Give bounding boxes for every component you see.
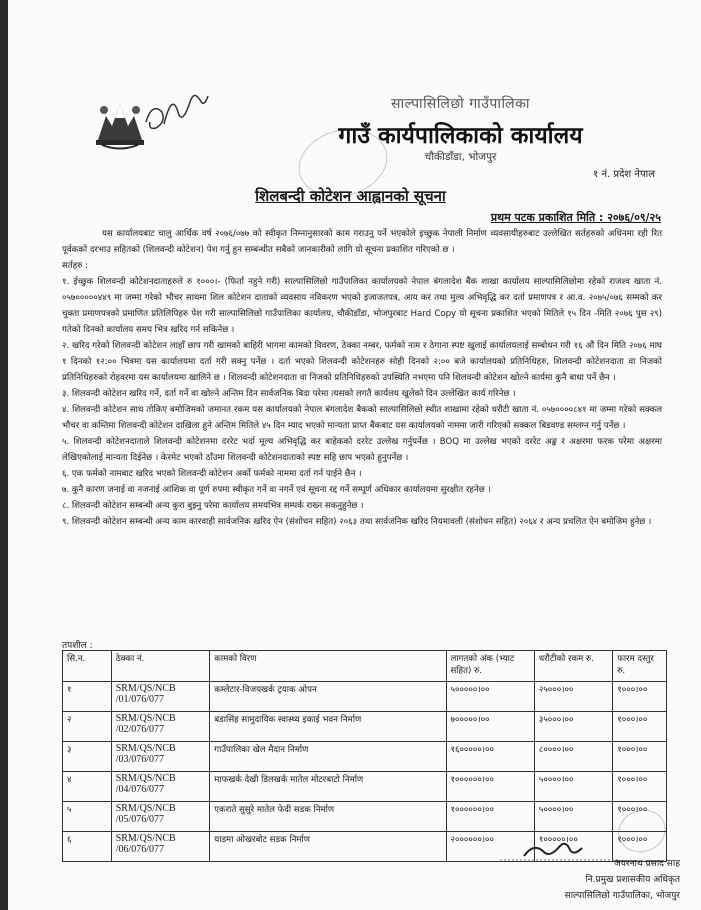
cell-contract: SRM/QS/NCB /04/076/077 [111,772,210,802]
cell-contract: SRM/QS/NCB /01/076/077 [111,682,210,712]
col-header-sn: सि.न. [63,651,112,682]
signatory-office: साल्पासिलिछो गाउँपालिका, भोजपुर [564,891,680,901]
col-header-cost: लागतको अंक (भ्याट सहित) रु. [446,651,534,682]
cell-sn: ४ [63,772,112,802]
cell-contract: SRM/QS/NCB /03/076/077 [111,742,210,772]
condition-item: ४. शिलवन्दी कोटेशन साथ तोकिए बमोजिमको जमानत रकम यस कार्यालयको नेपाल बंगलादेश बैकको साल्पासिलिछो स्थीत शाखामा रहेको धरौटी खाता नं. ०५७००००८४१ मा जम्मा गरेको सक्कल भौचर वा कम्तिमा शिलवन्दी कोटेशन दाखिला हुने अन्तिम मितिले ४५ दिन म्याद भएको मान्यता प्राप्त बैंकबाट यस कार्यालयको नाममा जारी गरिएको सक्कल बिडवण्ड सम्लग्न गर्नु पर्नेछ । [62,405,663,431]
table-row [63,742,667,772]
contracts-table [62,650,667,862]
intro-paragraph: यस कार्यालयबाट चालु आर्थिक वर्ष २०७६/०७७ को स्वीकृत निम्नानुसारको काम गराउनु पर्ने भएकोले इच्छुक नेपाली निर्माण व्यवसायीहरुबाट उल्लेखित सर्तहरुको अधिनमा रही रित पूर्वकको दरभाउ सहितको (शिलवन्दी कोटेशन) पेश गर्नु हुन सम्बन्धीत सबैको जानकारीको लागि यो सूचना प्रकाशित गरिएको छ । [62,229,662,255]
notice-body [62,226,662,530]
details-label: तपशील : [62,641,93,651]
notice-title: शिलबन्दी कोटेशन आह्वानको सूचना [255,187,446,205]
cell-cost: ७०००००।०० [446,712,534,742]
first-published-date: प्रथम पटक प्रकाशित मिति : २०७६/०९/२५ [490,211,661,224]
cell-cost: १००००००।०० [446,772,534,802]
org-main-title: गाउँ कार्यपालिकाको कार्यालय [338,123,583,149]
cell-work: याडमा ओखरबोट सडक निर्माण [210,832,446,862]
cell-deposit: ३५०००।०० [534,712,612,742]
condition-item: ७. कुनै कारण जनाई वा नजनाई आंशिक वा पूर्ण रुपमा स्वीकृत गर्ने वा नगर्ने एवं सूचना रद्द गर्ने सम्पूर्ण अधिकार कार्यालयमा सुरक्षीत रहनेछ । [62,485,491,495]
condition-item: ८. शिलवन्दी कोटेशन सम्बन्धी अन्य कुरा बुझ्नु परेमा कार्यालय समयभित्र सम्पर्क राख्न सकनुहुनेछ । [62,501,364,511]
cell-deposit: २५०००।०० [534,682,612,712]
cell-contract: SRM/QS/NCB /05/076/077 [111,802,210,832]
cell-contract: SRM/QS/NCB /02/076/077 [111,712,210,742]
cell-fee: १०००।०० [613,712,667,742]
cell-cost: १६०००००।०० [446,742,534,772]
cell-cost: ५०००००।०० [446,682,534,712]
condition-item: १. ईच्छुक शिलवन्दी कोटेशनदाताहरुले रु १०००।- (फिर्ता नहुने गरी) साल्पासिलिछो गाउँपालिका कार्यालयको नेपाल बंगलादेश बैंक शाखा कार्यालय साल्पासिलिछोमा रहेको राजश्व खाता नं. ०५७०००००४४९ मा जम्मा गरेको भौचर साथमा शिल कोटेशन दाताको व्यवसाय नविकरण भएको इजाजतपत्र, आय कर तथा मुल्य अभिवृद्धि कर दर्ता प्रमाणपत्र र आ.व. २०७५/०७६ सम्मको कर चुक्ता प्रमाणपत्रको प्रमाणित प्रतिलिपिहरु पेश गरी साल्पासिलिछो गाउँपालिका कार्यालय, चौकीडाँडा, भोजपुरबाट Hard Copy यो सूचना प्रकाशित भएको मितिले १५ दिन -मिति २०७६ पुस २९) गतेको दिनको कार्यालय समय भित्र खरिद गर्न सकिनेछ । [62,277,662,335]
signatory-name: जयरनाथ प्रसाद साह [614,859,680,869]
cell-work: कम्लेटार-विजयखर्क ट्रयाक ओपन [210,682,446,712]
org-location: चौकीडाँडा, भोजपुर [424,151,497,163]
cell-work: गाउँपालिका खेल मैदान निर्माण [210,742,446,772]
col-header-deposit: धरौटीको रकम रु. [534,651,612,682]
cell-fee: १०००।०० [613,832,667,862]
condition-item: ५. शिलवन्दी कोटेशनदाताले शिलवन्दी कोटेशनमा दररेट भर्दा मूल्य अभिवृद्धि कर बाहेकको दररेट उल्लेख गर्नुपर्नेछ । BOQ मा उल्लेख भएको दररेट अङ्क र अक्षरमा फरक परेमा अक्षरमा लेखिएकोलाई मान्यता दिईनेछ । केरमेट भएको ठाँउमा शिलवन्दी कोटेशनदाताको स्पष्ट सहि छाप भएको हुनुपर्नेछ । [62,437,662,463]
cell-fee: १०००।०० [613,682,667,712]
conditions-heading: सर्तहरु : [62,261,89,271]
table-row [63,682,667,712]
condition-item: २. खरिद गरेको शिलवन्दी कोटेशन लाहाँ छाप गरी खामको बाहिरी भागमा कामको विवरण, ठेक्का नम्बर, फर्मको नाम र ठेगाना स्पष्ट खुलाई कार्यालयलाई सम्बोधन गरी १६ औं दिन मिति २०७६ माघ १ दिनको १२:०० भित्रमा यस कार्यालयमा दर्ता गरी सक्नु पर्नेछ । दर्ता भएको शिलवन्दी कोटेशनहरु सोही दिनको २:०० बजे कार्यालयको प्रतिनिधिहरु, शिलवन्दी कोटेशनदाता वा निजको प्रतिनिधिहरुको रोहवरमा यस कार्यालयमा खालिने छ । शिलवन्दी कोटेशनदाता वा निजको प्रतिनिधिहरुको उपस्थिति नभएमा पनि शिलवन्दी कोटेशन खोल्ने कार्यमा कुनै बाधा पर्ने छैन । [62,341,662,383]
cell-sn: २ [63,712,112,742]
cell-deposit: ५००००।०० [534,802,612,832]
cell-fee: १०००।०० [613,802,667,832]
col-header-work: कामको विरण [210,651,446,682]
table-row [63,802,667,832]
table-row [63,772,667,802]
cell-contract: SRM/QS/NCB /06/076/077 [111,832,210,862]
cell-work: एकराते सुसुरे मातेल फेदी सडक निर्माण [210,802,446,832]
condition-item: ३. शिलवन्दी कोटेशन खरिद गर्ने, दर्ता गर्ने वा खोल्ने अन्तिम दिन सार्वजनिक बिदा परेमा त्यसको लगतै कार्यलय खुलेको दिन उल्लेखित कार्य गरिनेछ । [62,389,516,399]
cell-cost: २००००००।०० [446,832,534,862]
col-header-fee: फारम दस्तुर रु. [613,651,667,682]
scan-edge [0,0,8,910]
col-header-contract: ठेक्का नं. [111,651,210,682]
cell-work: माफखर्क देखी डिलखर्क मातेल मोटरबाटो निर्माण [210,772,446,802]
table-row [63,712,667,742]
cell-fee: १०००।०० [613,772,667,802]
cell-sn: ५ [63,802,112,832]
cell-work: बडासिंह सामुदायिक स्वास्थ्य इकाई भवन निर्माण [210,712,446,742]
province-label: १ नं. प्रदेश नेपाल [593,169,655,180]
cell-cost: १००००००।०० [446,802,534,832]
cell-sn: ६ [63,832,112,862]
cell-fee: १०००।०० [613,742,667,772]
condition-item: ९. शिलवन्दी कोटेशन सम्बन्धी अन्य काम कारवाही सार्वजनिक खरिद ऐन (संशोधन सहित) २०६३ तथा सार्वजनिक खरिद नियमावली (संशोधन सहित) २०६४ र अन्य प्रचलित ऐन बमोजिम हुनेछ । [62,517,652,527]
cell-deposit: ५००००।०० [534,772,612,802]
table-header-row [63,651,667,682]
cell-sn: १ [63,682,112,712]
cell-sn: ३ [63,742,112,772]
condition-item: ६. एक फर्मको नामबाट खरिद भएको शिलवन्दी कोटेशन अर्को फर्मको नाममा दर्ता गर्न पाईने छैन । [62,469,362,479]
cell-deposit: १०००००।०० [534,832,612,862]
cell-deposit: ८००००।०० [534,742,612,772]
org-small-title: साल्पासिलिछो गाउँपालिका [390,96,531,112]
signatory-title: नि.प्रमुख प्रशासकीय अधिकृत [585,875,680,885]
